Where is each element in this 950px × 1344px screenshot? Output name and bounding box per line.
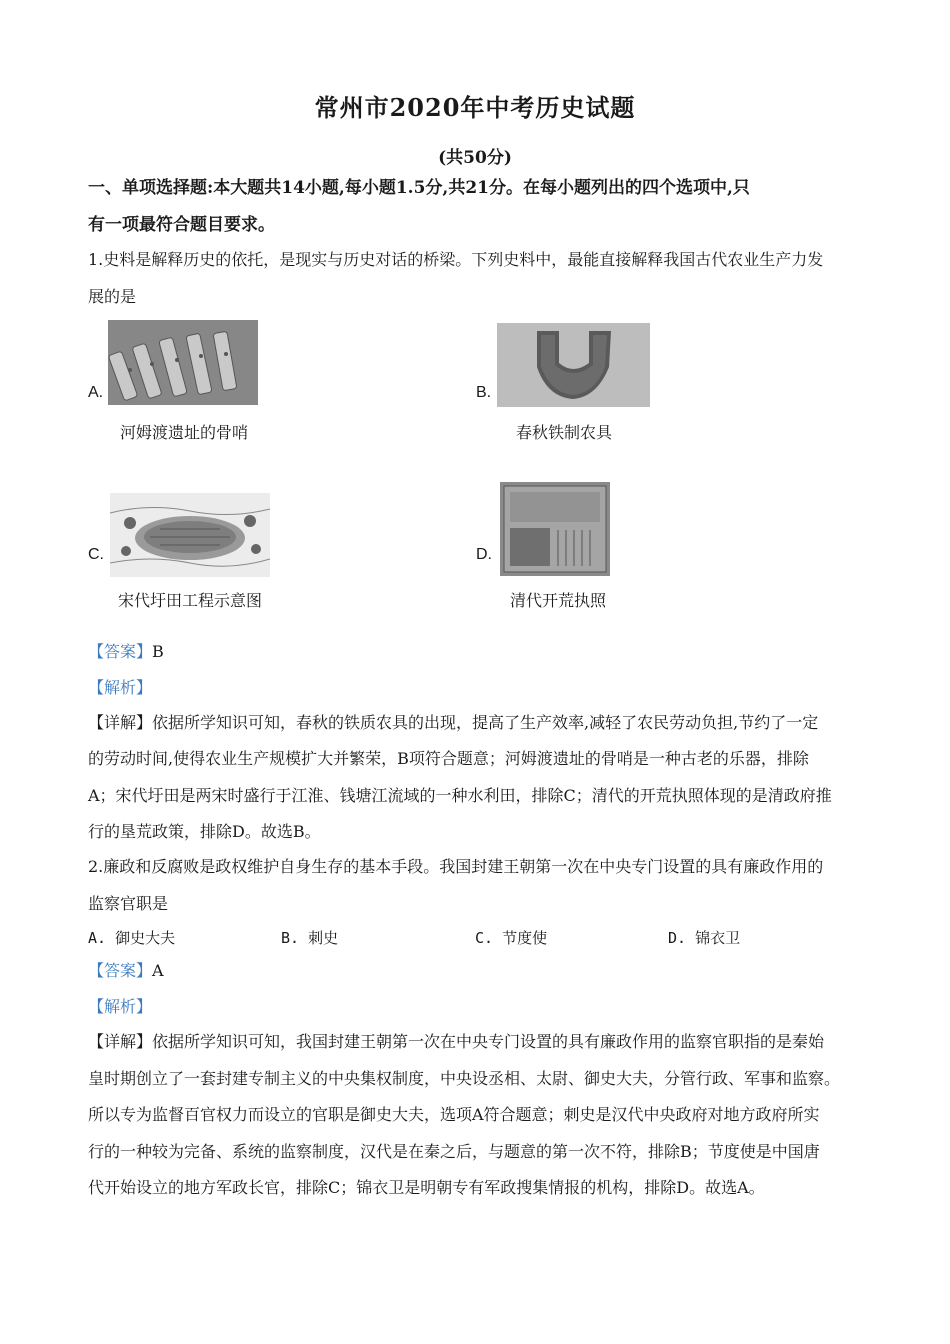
- q2-answer: [88, 960, 868, 982]
- section-heading-line1: 一、单项选择题:本大题共14小题,每小题1.5分,共21分。在每小题列出的四个选项中,只: [88, 178, 750, 198]
- q1-detail-tag: 【详解】: [88, 713, 153, 732]
- q1-answer-tag: 【答案】: [88, 642, 153, 661]
- page-subtitle: (共50分): [438, 148, 512, 168]
- q1-option-c-label: C.: [88, 546, 104, 563]
- q2-answer-value: A: [152, 961, 164, 980]
- q1-option-b-label: B.: [476, 384, 492, 401]
- q2-option-c: C. 节度使: [475, 929, 548, 947]
- q2-detail-tag: 【详解】: [88, 1032, 153, 1051]
- q2-option-b: B. 刺史: [281, 929, 339, 947]
- q1-stem-line2: 展的是: [88, 287, 137, 306]
- q1-option-b-caption: 春秋铁制农具: [516, 423, 613, 442]
- q1-option-a-label: A.: [88, 384, 104, 401]
- q2-analysis-tag: 【解析】: [88, 997, 153, 1016]
- q2-options: [0, 927, 950, 951]
- iron-farm-tool-photo: [497, 323, 650, 407]
- q2-option-d: D. 锦衣卫: [668, 929, 741, 947]
- bone-whistles-photo: [108, 320, 258, 405]
- q2-stem-line2: 监察官职是: [88, 894, 169, 913]
- q1-detail-line4: 行的垦荒政策，排除D。故选B。: [88, 822, 321, 841]
- q1-answer: [88, 641, 868, 663]
- q1-option-c-caption: 宋代圩田工程示意图: [118, 591, 263, 610]
- q2-option-a: A. 御史大夫: [88, 929, 176, 947]
- section-heading-line2: 有一项最符合题目要求。: [88, 215, 275, 235]
- page-title: 常州市2020年中考历史试题: [314, 93, 636, 122]
- q2-stem-line1: 2.廉政和反腐败是政权维护自身生存的基本手段。我国封建王朝第一次在中央专门设置的具有廉政作用的: [88, 857, 824, 876]
- q1-detail-text1: 依据所学知识可知，春秋的铁质农具的出现，提高了生产效率,减轻了农民劳动负担,节约了一定: [152, 713, 819, 732]
- q2-detail-line5: 代开始设立的地方军政长官，排除C；锦衣卫是明朝专有军政搜集情报的机构，排除D。故选A。: [88, 1178, 765, 1197]
- q1-option-a-caption: 河姆渡遗址的骨哨: [120, 423, 249, 442]
- q1-analysis-tag: 【解析】: [88, 678, 153, 697]
- q1-option-d-caption: 清代开荒执照: [510, 591, 607, 610]
- q2-detail-line1: [88, 1031, 868, 1053]
- q2-detail-text1: 依据所学知识可知，我国封建王朝第一次在中央专门设置的具有廉政作用的监察官职指的是秦始: [152, 1032, 825, 1051]
- land-reclamation-license-photo: [500, 482, 610, 576]
- q1-answer-value: B: [152, 642, 164, 661]
- polder-field-drawing: [110, 493, 270, 577]
- q2-detail-line4: 行的一种较为完备、系统的监察制度，汉代是在秦之后，与题意的第一次不符，排除B；节度使是中国唐: [88, 1142, 820, 1161]
- q2-answer-tag: 【答案】: [88, 961, 153, 980]
- q1-detail-line3: A；宋代圩田是两宋时盛行于江淮、钱塘江流域的一种水利田，排除C；清代的开荒执照体现的是清政府推: [88, 786, 832, 805]
- q1-detail-line1: [88, 712, 868, 734]
- q1-detail-line2: 的劳动时间,使得农业生产规模扩大并繁荣，B项符合题意；河姆渡遗址的骨哨是一种古老的乐器，排除: [88, 749, 809, 768]
- q2-detail-line2: 皇时期创立了一套封建专制主义的中央集权制度，中央设丞相、太尉、御史大夫，分管行政、军事和监察。: [88, 1069, 841, 1088]
- q2-detail-line3: 所以专为监督百官权力而设立的官职是御史大夫，选项A符合题意；刺史是汉代中央政府对地方政府所实: [88, 1105, 820, 1124]
- q1-stem-line1: 1.史料是解释历史的依托，是现实与历史对话的桥梁。下列史料中，最能直接解释我国古代农业生产力发: [88, 250, 824, 269]
- q1-option-d-label: D.: [476, 546, 492, 563]
